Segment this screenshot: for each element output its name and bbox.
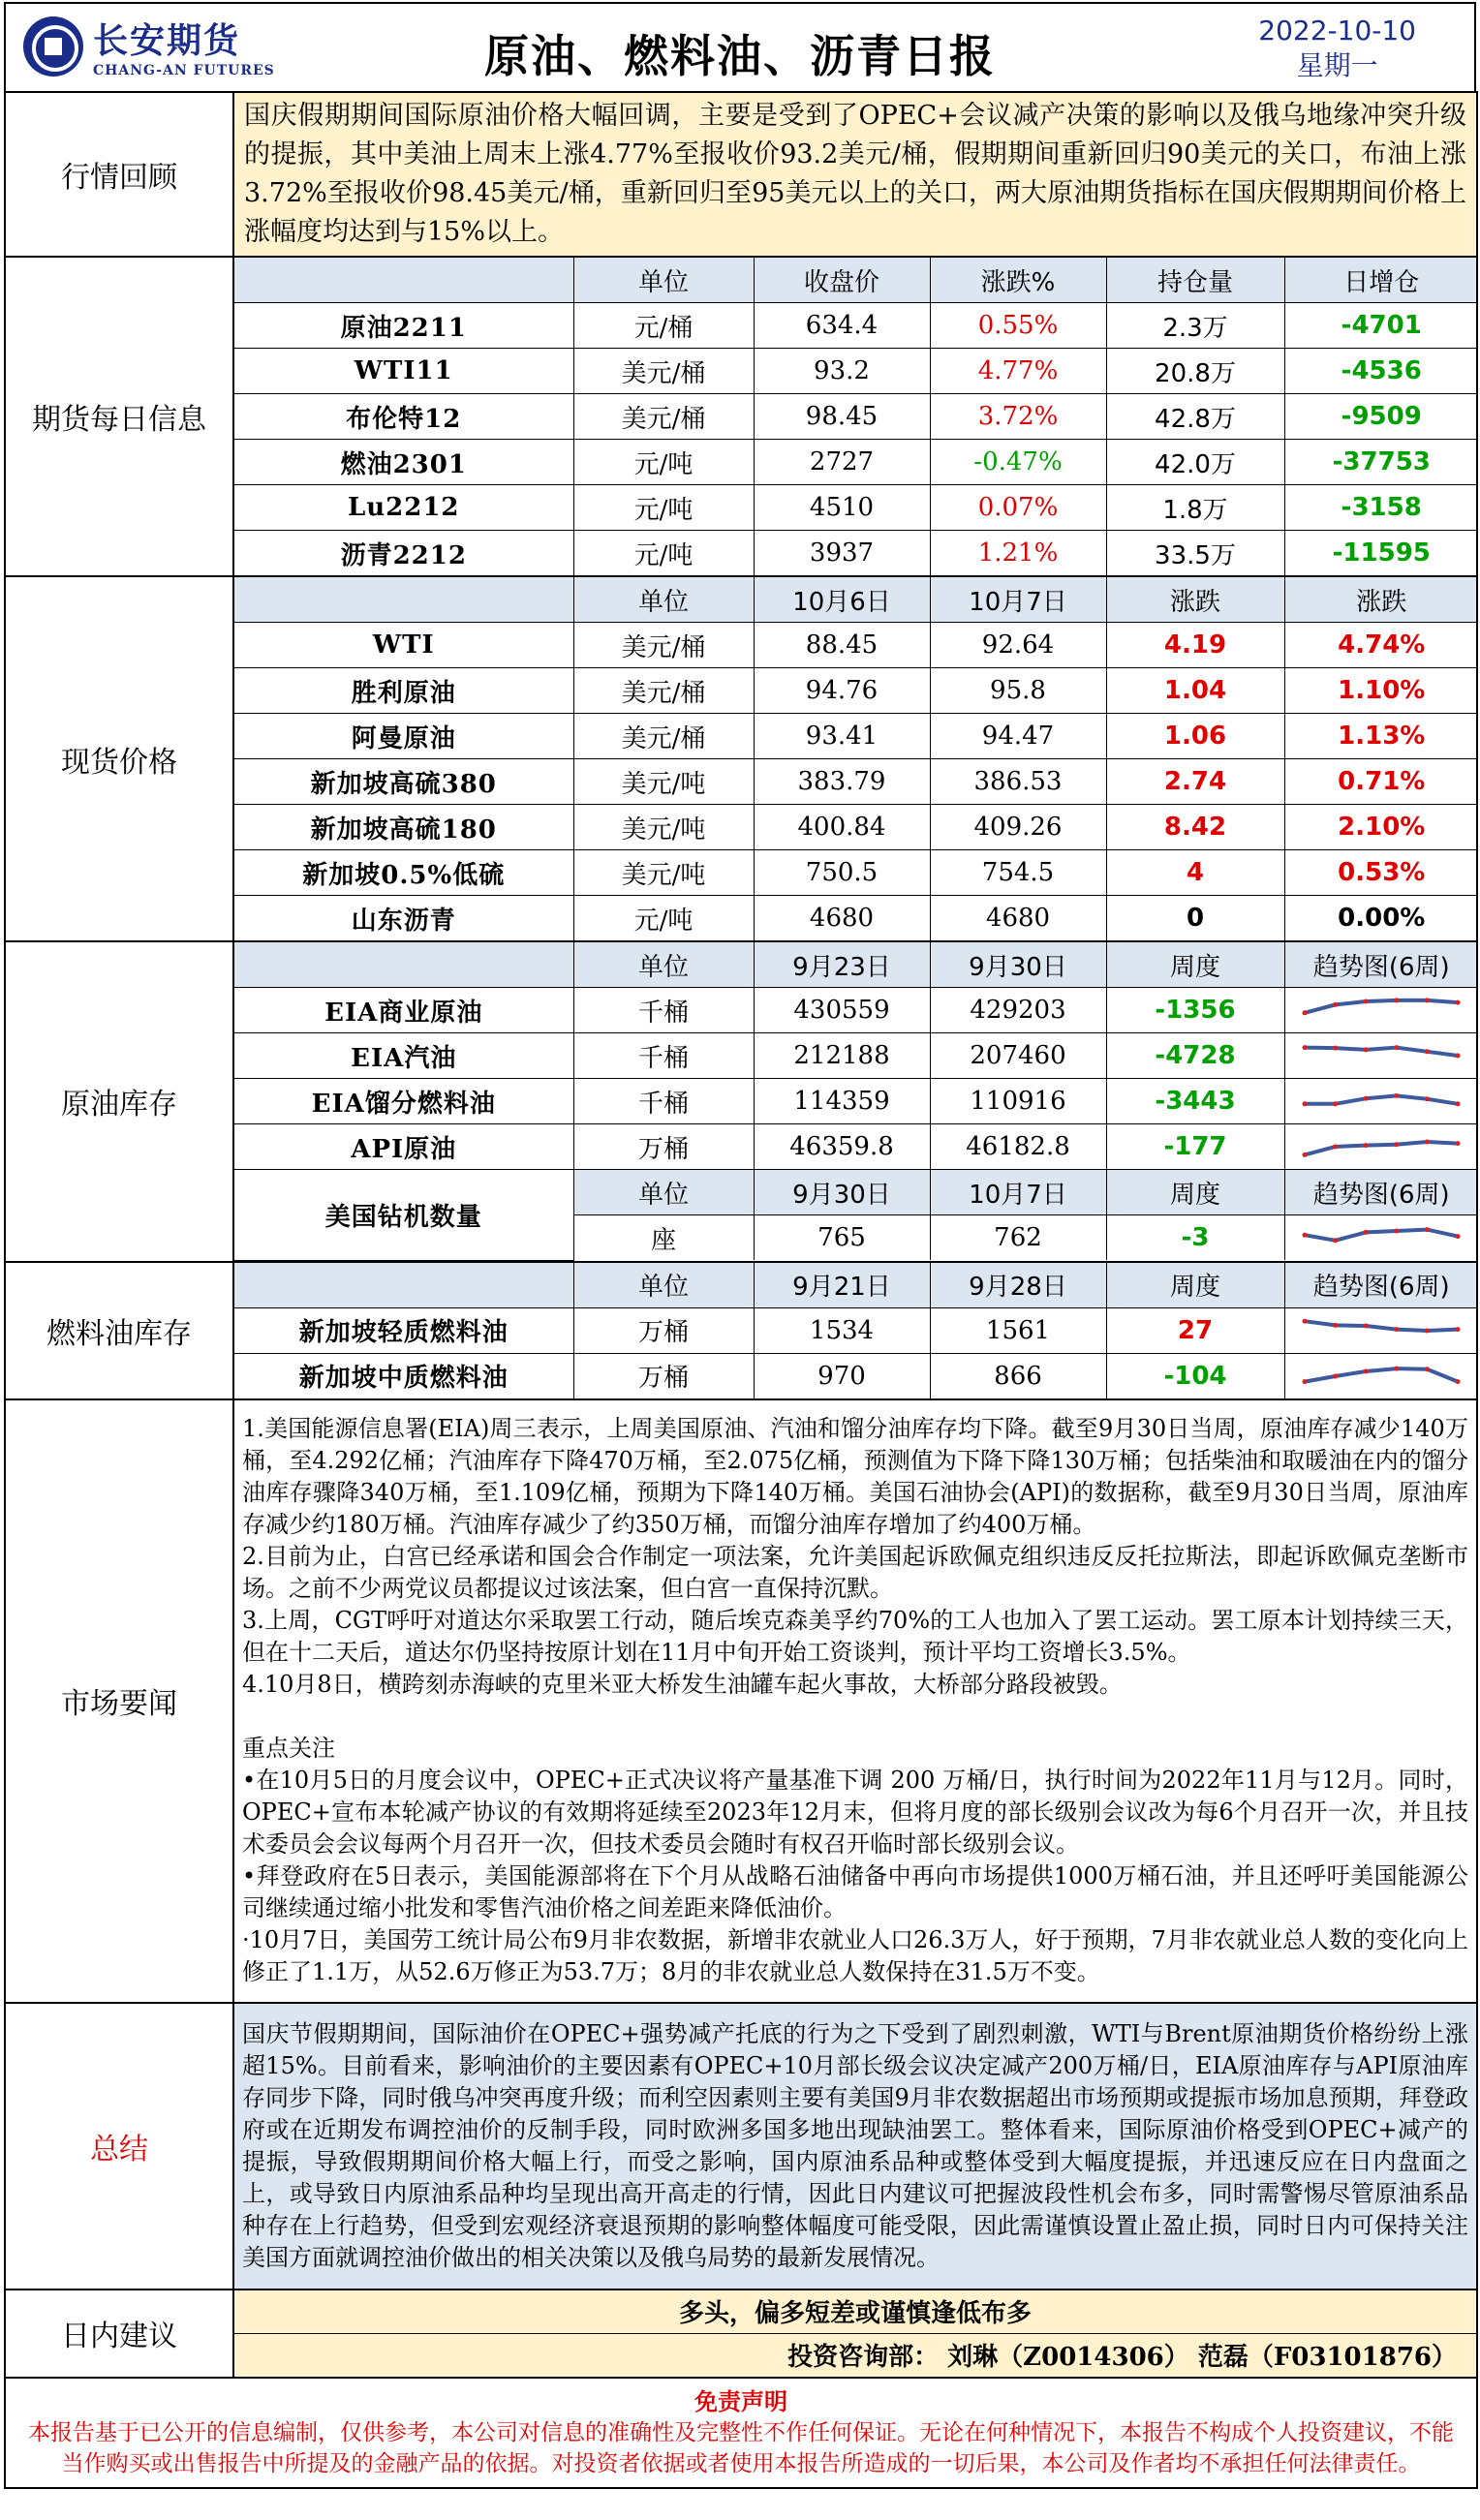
price-d1: 93.41	[754, 714, 930, 759]
spot-row	[234, 714, 1478, 759]
trend-cell	[1284, 988, 1478, 1033]
change-pct: -0.47%	[930, 440, 1106, 485]
spot-name: 山东沥青	[234, 896, 573, 941]
value-d1: 765	[754, 1215, 930, 1261]
rig-header-0: 单位	[573, 1170, 754, 1215]
crude-trend-point	[1425, 998, 1430, 1002]
trend-cell	[1284, 1307, 1478, 1353]
unit: 元/吨	[573, 440, 754, 485]
weekly-change: -1356	[1106, 988, 1284, 1033]
change-pct: 3.72%	[930, 394, 1106, 440]
unit: 美元/桶	[573, 714, 754, 759]
advisor-line: 投资咨询部： 刘琳（Z0014306） 范磊（F03101876）	[234, 2333, 1476, 2377]
logo-en: CHANG-AN FUTURES	[93, 63, 275, 78]
fuel-trend-point	[1395, 1327, 1400, 1332]
disclaimer	[5, 2378, 1477, 2488]
contract-name: 原油2211	[234, 303, 573, 349]
price-d2: 4680	[930, 896, 1106, 941]
price-d1: 94.76	[754, 668, 930, 714]
spot-name: 阿曼原油	[234, 714, 573, 759]
crude-trend-point	[1303, 1101, 1308, 1106]
price-change: 1.04	[1106, 668, 1284, 714]
crude-trend-line	[1305, 1095, 1458, 1103]
rig-trend-point	[1333, 1238, 1338, 1243]
rig-header-2: 10月7日	[930, 1170, 1106, 1215]
trend-cell	[1284, 1079, 1478, 1124]
crude-trend-point	[1364, 1143, 1369, 1148]
unit: 千桶	[573, 1079, 754, 1124]
crude-trend-point	[1303, 1045, 1308, 1050]
contract-name: 布伦特12	[234, 394, 573, 440]
crude-row	[234, 1079, 1478, 1124]
crude-trend-point	[1395, 1142, 1400, 1147]
fuel-trend-point	[1395, 1366, 1400, 1370]
summary-text: 国庆节假期期间，国际油价在OPEC+强势减产托底的行为之下受到了剧烈刺激，WTI与Brent原油期货价格纷纷上涨超15%。目前看来，影响油价的主要因素有OPEC+10月部长级会议决定减产200万桶/日，EIA原油库存与API原油库存同步下降，同时俄乌冲突再度升级；而利空因素则主要有美国9月非农数据超出市场预期或提振市场加息预期，拜登政府或在近期发布调控油价的反制手段，同时欧洲多国多地出现缺油罢工。整体看来，国际原油价格受到OPEC+减产的提振，导致假期期间价格大幅上行，而受之影响，国内原油系品种或整体受到大幅度提振，并迅速反应在日内盘面之上，或导致日内原油系品种均呈现出高开高走的行情，因此日内建议可把握波段性机会布多，同时需警惕尽管原油系品种存在上行趋势，但受到宏观经济衰退预期的影响整体幅度可能受限，因此需谨慎设置止盈止损，同时日内可保持关注美国方面就调控油价做出的相关决策以及俄乌局势的最新发展情况。	[233, 2003, 1477, 2290]
crude-trend-point	[1303, 1010, 1308, 1015]
crude-trend-point	[1303, 1152, 1308, 1157]
crude-sparkline	[1299, 1082, 1464, 1121]
crude-trend-point	[1456, 1000, 1461, 1005]
price-d1: 750.5	[754, 850, 930, 896]
close-price: 98.45	[754, 394, 930, 440]
crude-trend-line	[1305, 1142, 1458, 1154]
news-paragraph: 3.上周，CGT呼吁对道达尔采取罢工行动，随后埃克森美孚约70%的工人也加入了罢工运动。罢工原本计划持续三天，但在十二天后，道达尔仍坚持按原计划在11月中旬开始工资谈判，预计平均工资增长3.5%。	[242, 1607, 1468, 1666]
daily-oi-change: -3158	[1284, 485, 1478, 531]
futures-header-unit: 单位	[573, 258, 754, 303]
futures-row	[234, 394, 1478, 440]
fuel-row	[234, 1353, 1478, 1398]
unit: 美元/桶	[573, 623, 754, 668]
price-change-pct: 0.71%	[1284, 759, 1478, 805]
price-d1: 88.45	[754, 623, 930, 668]
price-change: 4.19	[1106, 623, 1284, 668]
news-paragraph: 1.美国能源信息署(EIA)周三表示，上周美国原油、汽油和馏分油库存均下降。截至9月30日当周，原油库存减少140万桶，至4.292亿桶；汽油库存下降470万桶，至2.075亿桶，预测值为下降下降130万桶；包括柴油和取暖油在内的馏分油库存骤降340万桶，至1.109亿桶，预期为下降140万桶。美国石油协会(API)的数据称，截至9月30日当周，原油库存减少约180万桶。汽油库存减少了约350万桶，而馏分油库存增加了约400万桶。	[242, 1415, 1468, 1538]
rig-trend-point	[1395, 1229, 1400, 1234]
spot-name: 新加坡0.5%低硫	[234, 850, 573, 896]
fuel-trend-point	[1364, 1368, 1369, 1373]
spot-header-unit: 单位	[573, 577, 754, 623]
futures-row	[234, 303, 1478, 349]
fuel-trend-point	[1333, 1322, 1338, 1327]
value-d1: 970	[754, 1353, 930, 1398]
unit: 万桶	[573, 1353, 754, 1398]
close-price: 2727	[754, 440, 930, 485]
news-paragraph: 2.目前为止，白宫已经承诺和国会合作制定一项法案，允许美国起诉欧佩克组织违反反托拉斯法，即起诉欧佩克垄断市场。之前不少两党议员都提议过该法案，但白宫一直保持沉默。	[242, 1543, 1468, 1602]
spot-header-chg: 涨跌	[1106, 577, 1284, 623]
value-d1: 46359.8	[754, 1124, 930, 1170]
contract-name: WTI11	[234, 349, 573, 394]
futures-cell	[233, 257, 1477, 576]
unit: 座	[573, 1215, 754, 1261]
spot-row	[234, 850, 1478, 896]
fuel-sparkline	[1299, 1311, 1464, 1350]
fuel-inventory-cell	[233, 1262, 1477, 1399]
price-d2: 92.64	[930, 623, 1106, 668]
fuel-trend-point	[1333, 1373, 1338, 1378]
open-interest: 42.8万	[1106, 394, 1284, 440]
rig-trend-point	[1303, 1233, 1308, 1238]
unit: 千桶	[573, 988, 754, 1033]
futures-row	[234, 485, 1478, 531]
futures-row	[234, 531, 1478, 576]
daily-oi-change: -9509	[1284, 394, 1478, 440]
price-d1: 4680	[754, 896, 930, 941]
value-d2: 762	[930, 1215, 1106, 1261]
crude-trend-point	[1333, 1002, 1338, 1007]
value-d2: 207460	[930, 1033, 1106, 1079]
news-paragraph: ·10月7日，美国劳工统计局公布9月非农数据，新增非农就业人口26.3万人，好于预期，7月非农就业总人数的变化向上修正了1.1万，从52.6万修正为53.7万；8月的非农就业总人数保持在31.5万不变。	[242, 1926, 1468, 1985]
spot-cell	[233, 576, 1477, 941]
crude-trend-line	[1305, 1048, 1458, 1056]
crude-row	[234, 1033, 1478, 1079]
rig-header-row	[234, 1170, 1478, 1215]
report-weekday: 星期一	[1296, 49, 1378, 81]
spot-row	[234, 805, 1478, 850]
news-paragraph: •在10月5日的月度会议中，OPEC+正式决议将产量基准下调 200 万桶/日，执行时间为2022年11月与12月。同时，OPEC+宣布本轮减产协议的有效期将延续至2023年12月末，但将月度的部长级别会议改为每6个月召开一次，并且技术委员会会议每两个月召开一次，但技术委员会随时有权召开临时部长级别会议。	[242, 1767, 1468, 1858]
price-d2: 386.53	[930, 759, 1106, 805]
price-change-pct: 2.10%	[1284, 805, 1478, 850]
fuel-trend-point	[1456, 1379, 1461, 1384]
spot-row	[234, 896, 1478, 941]
crude-inventory-table	[234, 942, 1478, 1261]
inventory-name: EIA商业原油	[234, 988, 573, 1033]
weekly-change: -3443	[1106, 1079, 1284, 1124]
advice-table	[234, 2290, 1476, 2377]
crude-header-d1: 9月23日	[754, 942, 930, 988]
crude-row	[234, 988, 1478, 1033]
section-label-spot: 现货价格	[5, 576, 233, 941]
weekly-change: -3	[1106, 1215, 1284, 1261]
news-text	[233, 1399, 1477, 2003]
crude-sparkline	[1299, 991, 1464, 1030]
crude-row	[234, 1124, 1478, 1170]
fuel-trend-line	[1305, 1321, 1458, 1331]
price-change-pct: 4.74%	[1284, 623, 1478, 668]
price-d2: 409.26	[930, 805, 1106, 850]
close-price: 634.4	[754, 303, 930, 349]
section-label-fuel-inventory: 燃料油库存	[5, 1262, 233, 1399]
unit: 美元/桶	[573, 668, 754, 714]
advice-cell	[233, 2290, 1477, 2378]
section-label-advice: 日内建议	[5, 2290, 233, 2378]
change-pct: 0.07%	[930, 485, 1106, 531]
spot-header-row	[234, 577, 1478, 623]
fuel-inventory-table	[234, 1263, 1478, 1398]
futures-header-oi: 持仓量	[1106, 258, 1284, 303]
price-d2: 754.5	[930, 850, 1106, 896]
contract-name: 燃油2301	[234, 440, 573, 485]
spot-header-d2: 10月7日	[930, 577, 1106, 623]
crude-trend-point	[1395, 1045, 1400, 1050]
rig-header-4: 趋势图(6周)	[1284, 1170, 1478, 1215]
unit: 美元/吨	[573, 850, 754, 896]
crude-trend-point	[1456, 1101, 1461, 1106]
change-pct: 4.77%	[930, 349, 1106, 394]
value-d1: 212188	[754, 1033, 930, 1079]
futures-row	[234, 349, 1478, 394]
unit: 元/吨	[573, 531, 754, 576]
section-label-overview: 行情回顾	[5, 92, 233, 257]
rig-name: 美国钻机数量	[234, 1170, 573, 1261]
crude-header-row	[234, 942, 1478, 988]
fuel-header-row	[234, 1263, 1478, 1308]
value-d2: 429203	[930, 988, 1106, 1033]
weekly-change: -4728	[1106, 1033, 1284, 1079]
fuel-sparkline	[1299, 1357, 1464, 1396]
report-date-block	[1258, 14, 1416, 83]
disclaimer-title: 免责声明	[694, 2386, 787, 2415]
value-d2: 1561	[930, 1307, 1106, 1353]
crude-header-d2: 9月30日	[930, 942, 1106, 988]
unit: 元/吨	[573, 896, 754, 941]
fuel-trend-point	[1425, 1328, 1430, 1333]
advice-text: 多头，偏多短差或谨慎逢低布多	[234, 2290, 1476, 2334]
weekly-change: 27	[1106, 1307, 1284, 1353]
value-d2: 866	[930, 1353, 1106, 1398]
futures-header-row	[234, 258, 1478, 303]
crude-trend-point	[1425, 1139, 1430, 1144]
price-change-pct: 1.10%	[1284, 668, 1478, 714]
crude-trend-point	[1425, 1096, 1430, 1101]
fuel-header-week: 周度	[1106, 1263, 1284, 1308]
value-d1: 430559	[754, 988, 930, 1033]
crude-trend-point	[1364, 999, 1369, 1004]
fuel-header-d1: 9月21日	[754, 1263, 930, 1308]
fuel-header-trend: 趋势图(6周)	[1284, 1263, 1478, 1308]
crude-header-trend: 趋势图(6周)	[1284, 942, 1478, 988]
crude-trend-point	[1456, 1141, 1461, 1146]
futures-header-doi: 日增仓	[1284, 258, 1478, 303]
fuel-trend-point	[1425, 1367, 1430, 1371]
report-date: 2022-10-10	[1258, 15, 1416, 46]
close-price: 3937	[754, 531, 930, 576]
daily-oi-change: -4701	[1284, 303, 1478, 349]
unit: 美元/吨	[573, 759, 754, 805]
crude-sparkline	[1299, 1127, 1464, 1166]
fuel-trend-point	[1303, 1379, 1308, 1384]
value-d2: 110916	[930, 1079, 1106, 1124]
open-interest: 20.8万	[1106, 349, 1284, 394]
price-d1: 400.84	[754, 805, 930, 850]
unit: 万桶	[573, 1307, 754, 1353]
crude-inventory-cell	[233, 941, 1477, 1262]
futures-header-close: 收盘价	[754, 258, 930, 303]
spot-header-pct: 涨跌	[1284, 577, 1478, 623]
spot-table	[234, 577, 1478, 940]
rig-trend-point	[1456, 1234, 1461, 1239]
weekly-change: -104	[1106, 1353, 1284, 1398]
report-table	[4, 91, 1478, 2489]
value-d2: 46182.8	[930, 1124, 1106, 1170]
trend-cell	[1284, 1215, 1478, 1261]
daily-oi-change: -4536	[1284, 349, 1478, 394]
inventory-name: 新加坡中质燃料油	[234, 1353, 573, 1398]
section-label-futures: 期货每日信息	[5, 257, 233, 576]
trend-cell	[1284, 1353, 1478, 1398]
inventory-name: 新加坡轻质燃料油	[234, 1307, 573, 1353]
contract-name: Lu2212	[234, 485, 573, 531]
price-change: 4	[1106, 850, 1284, 896]
price-change-pct: 0.53%	[1284, 850, 1478, 896]
spot-name: 新加坡高硫380	[234, 759, 573, 805]
daily-oi-change: -37753	[1284, 440, 1478, 485]
report-header	[4, 2, 1476, 91]
crude-header-unit: 单位	[573, 942, 754, 988]
spot-row	[234, 759, 1478, 805]
spot-name: 胜利原油	[234, 668, 573, 714]
fuel-header-d2: 9月28日	[930, 1263, 1106, 1308]
crude-trend-point	[1333, 1046, 1338, 1051]
price-change-pct: 1.13%	[1284, 714, 1478, 759]
section-label-crude-inventory: 原油库存	[5, 941, 233, 1262]
crude-header-week: 周度	[1106, 942, 1284, 988]
weekly-change: -177	[1106, 1124, 1284, 1170]
crude-trend-point	[1333, 1101, 1338, 1106]
spot-row	[234, 623, 1478, 668]
fuel-trend-line	[1305, 1368, 1458, 1381]
spot-row	[234, 668, 1478, 714]
overview-text: 国庆假期期间国际原油价格大幅回调，主要是受到了OPEC+会议减产决策的影响以及俄乌地缘冲突升级的提振，其中美油上周末上涨4.77%至报收价93.2美元/桶，假期期间重新回归90美元的关口，布油上涨3.72%至报收价98.45美元/桶，重新回归至95美元以上的关口，两大原油期货指标在国庆假期期间价格上涨幅度均达到与15%以上。	[233, 92, 1477, 257]
unit: 元/桶	[573, 303, 754, 349]
fuel-trend-point	[1456, 1327, 1461, 1332]
contract-name: 沥青2212	[234, 531, 573, 576]
unit: 美元/桶	[573, 349, 754, 394]
crude-trend-point	[1333, 1145, 1338, 1150]
report-title: 原油、燃料油、沥青日报	[484, 30, 996, 82]
fuel-trend-point	[1303, 1318, 1308, 1323]
price-d2: 95.8	[930, 668, 1106, 714]
change-pct: 1.21%	[930, 531, 1106, 576]
crude-trend-point	[1395, 998, 1400, 1002]
price-change-pct: 0.00%	[1284, 896, 1478, 941]
open-interest: 42.0万	[1106, 440, 1284, 485]
unit: 千桶	[573, 1033, 754, 1079]
news-paragraph: •拜登政府在5日表示，美国能源部将在下个月从战略石油储备中再向市场提供1000万桶石油，并且还呼吁美国能源公司继续通过缩小批发和零售汽油价格之间差距来降低油价。	[242, 1862, 1468, 1921]
fuel-header-unit: 单位	[573, 1263, 754, 1308]
open-interest: 2.3万	[1106, 303, 1284, 349]
fuel-trend-point	[1364, 1323, 1369, 1328]
rig-sparkline	[1299, 1218, 1464, 1257]
rig-header-3: 周度	[1106, 1170, 1284, 1215]
close-price: 4510	[754, 485, 930, 531]
rig-trend-point	[1425, 1227, 1430, 1232]
news-paragraph: 4.10月8日，横跨刻赤海峡的克里米亚大桥发生油罐车起火事故，大桥部分路段被毁。	[242, 1671, 1123, 1698]
price-d2: 94.47	[930, 714, 1106, 759]
unit: 元/吨	[573, 485, 754, 531]
spot-header-d1: 10月6日	[754, 577, 930, 623]
rig-trend-line	[1305, 1230, 1458, 1241]
crude-trend-point	[1425, 1049, 1430, 1054]
price-d1: 383.79	[754, 759, 930, 805]
price-change: 8.42	[1106, 805, 1284, 850]
price-change: 2.74	[1106, 759, 1284, 805]
section-label-summary: 总结	[5, 2003, 233, 2290]
change-pct: 0.55%	[930, 303, 1106, 349]
price-change: 1.06	[1106, 714, 1284, 759]
unit: 万桶	[573, 1124, 754, 1170]
fuel-row	[234, 1307, 1478, 1353]
report-page	[4, 2, 1476, 2489]
unit: 美元/桶	[573, 394, 754, 440]
logo-cn: 长安期货	[93, 21, 241, 61]
trend-cell	[1284, 1033, 1478, 1079]
close-price: 93.2	[754, 349, 930, 394]
daily-oi-change: -11595	[1284, 531, 1478, 576]
crude-trend-point	[1456, 1054, 1461, 1059]
crude-trend-line	[1305, 1000, 1458, 1013]
crude-sparkline	[1299, 1036, 1464, 1075]
trend-cell	[1284, 1124, 1478, 1170]
rig-trend-point	[1364, 1230, 1369, 1235]
crude-trend-point	[1364, 1047, 1369, 1052]
value-d1: 114359	[754, 1079, 930, 1124]
disclaimer-text: 本报告基于已公开的信息编制，仅供参考，本公司对信息的准确性及完整性不作任何保证。无论在何种情况下，本报告不构成个人投资建议，不能当作购买或出售报告中所提及的金融产品的依据。对投资者依据或者使用本报告所造成的一切后果，本公司及作者均不承担任何法律责任。	[28, 2419, 1454, 2476]
futures-row	[234, 440, 1478, 485]
inventory-name: EIA汽油	[234, 1033, 573, 1079]
futures-table	[234, 258, 1478, 575]
crude-trend-point	[1364, 1096, 1369, 1101]
open-interest: 1.8万	[1106, 485, 1284, 531]
unit: 美元/吨	[573, 805, 754, 850]
price-change: 0	[1106, 896, 1284, 941]
spot-name: WTI	[234, 623, 573, 668]
futures-header-change: 涨跌%	[930, 258, 1106, 303]
value-d1: 1534	[754, 1307, 930, 1353]
inventory-name: EIA馏分燃料油	[234, 1079, 573, 1124]
spot-name: 新加坡高硫180	[234, 805, 573, 850]
news-paragraph: 重点关注	[242, 1735, 335, 1762]
news-paragraph	[242, 1701, 1468, 1733]
open-interest: 33.5万	[1106, 531, 1284, 576]
crude-trend-point	[1395, 1093, 1400, 1098]
rig-header-1: 9月30日	[754, 1170, 930, 1215]
section-label-news: 市场要闻	[5, 1399, 233, 2003]
inventory-name: API原油	[234, 1124, 573, 1170]
